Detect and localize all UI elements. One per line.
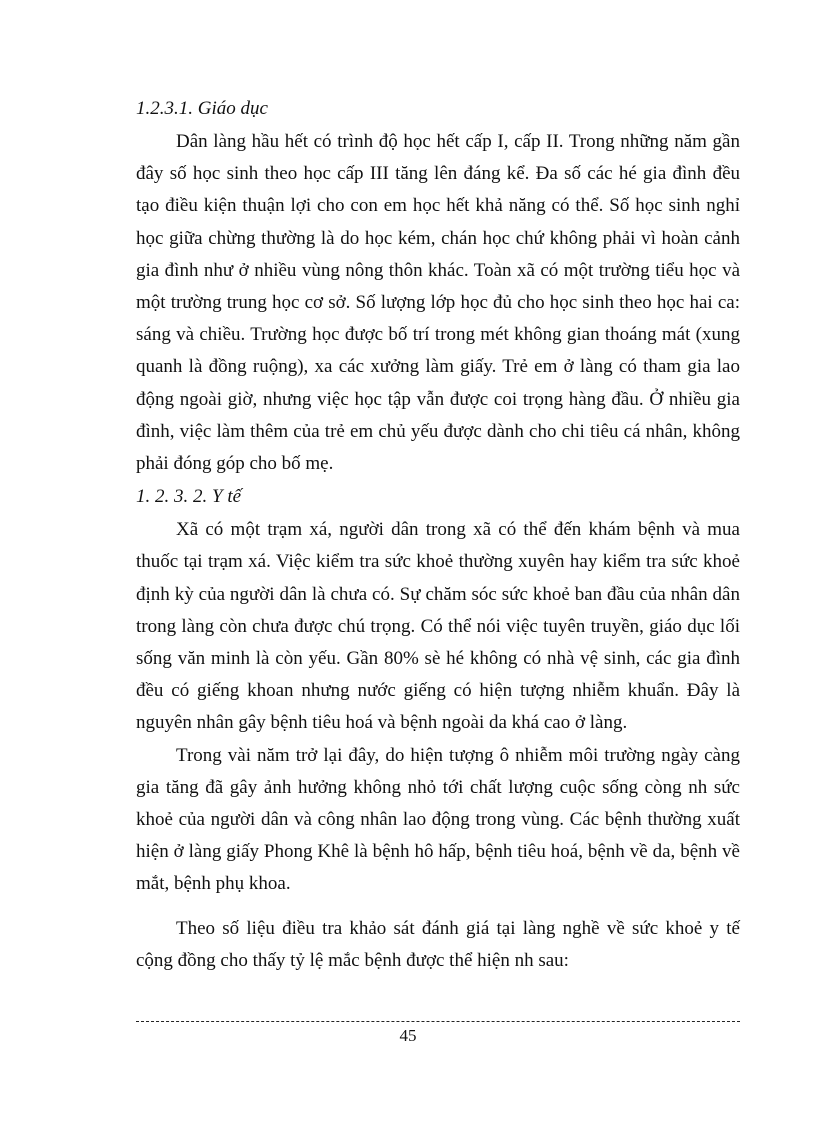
paragraph-health-3: Theo số liệu điều tra khảo sát đánh giá tại làng nghề về sức khoẻ y tế cộng đồng cho thấy tỷ lệ mắc bệnh được thể hiện nh sau: bbox=[136, 917, 740, 971]
section-heading-health: 1. 2. 3. 2. Y tế bbox=[136, 486, 242, 508]
page-body bbox=[136, 92, 740, 977]
paragraph-health-2: Trong vài năm trở lại đây, do hiện tượng ô nhiễm môi trường ngày càng gia tăng đã gây ảnh hưởng không nhỏ tới chất lượng cuộc sống còng nh sức khoẻ của người dân và công nhân lao động trong vùng. Các bệnh thường xuất hiện ở làng giấy Phong Khê là bệnh hô hấp, bệnh tiêu hoá, bệnh về da, bệnh về mắt, bệnh phụ khoa. bbox=[136, 744, 740, 895]
footer-divider bbox=[136, 1021, 740, 1022]
section-heading-education: 1.2.3.1. Giáo dục bbox=[136, 98, 268, 119]
page-number: 45 bbox=[399, 1026, 417, 1045]
paragraph-health-1: Xã có một trạm xá, người dân trong xã có thể đến khám bệnh và mua thuốc tại trạm xá. Việc kiểm tra sức khoẻ thường xuyên hay kiểm tra sức khoẻ định kỳ của người dân là chưa có. Sự chăm sóc sức khoẻ ban đầu của nhân dân trong làng còn chưa được chú trọng. Có thể nói việc tuyên truyền, giáo dục lối sống văn minh là còn yếu. Gần 80% sè hé không có nhà vệ sinh, các gia đình đều có giếng khoan nhưng nước giếng có hiện tượng nhiễm khuẩn. Đây là nguyên nhân gây bệnh tiêu hoá và bệnh ngoài da khá cao ở làng. bbox=[136, 519, 740, 734]
paragraph-education: Dân làng hầu hết có trình độ học hết cấp I, cấp II. Trong những năm gần đây số học sinh theo học cấp III tăng lên đáng kể. Đa số các hé gia đình đều tạo điều kiện thuận lợi cho con em học hết khả năng có thể. Số học sinh nghỉ học giữa chừng thường là do học kém, chán học chứ không phải vì hoàn cảnh gia đình như ở nhiều vùng nông thôn khác. Toàn xã có một trường tiểu học và một trường trung học cơ sở. Số lượng lớp học đủ cho học sinh theo học hai ca: sáng và chiều. Trường học được bố trí trong mét không gian thoáng mát (xung quanh là đồng ruộng), xa các xưởng làm giấy. Trẻ em ở làng có tham gia lao động ngoài giờ, nhưng việc học tập vẫn được coi trọng hàng đầu. Ở nhiều gia đình, việc làm thêm của trẻ em chủ yếu được dành cho chi tiêu cá nhân, không phải đóng góp cho bố mẹ. bbox=[136, 131, 740, 475]
